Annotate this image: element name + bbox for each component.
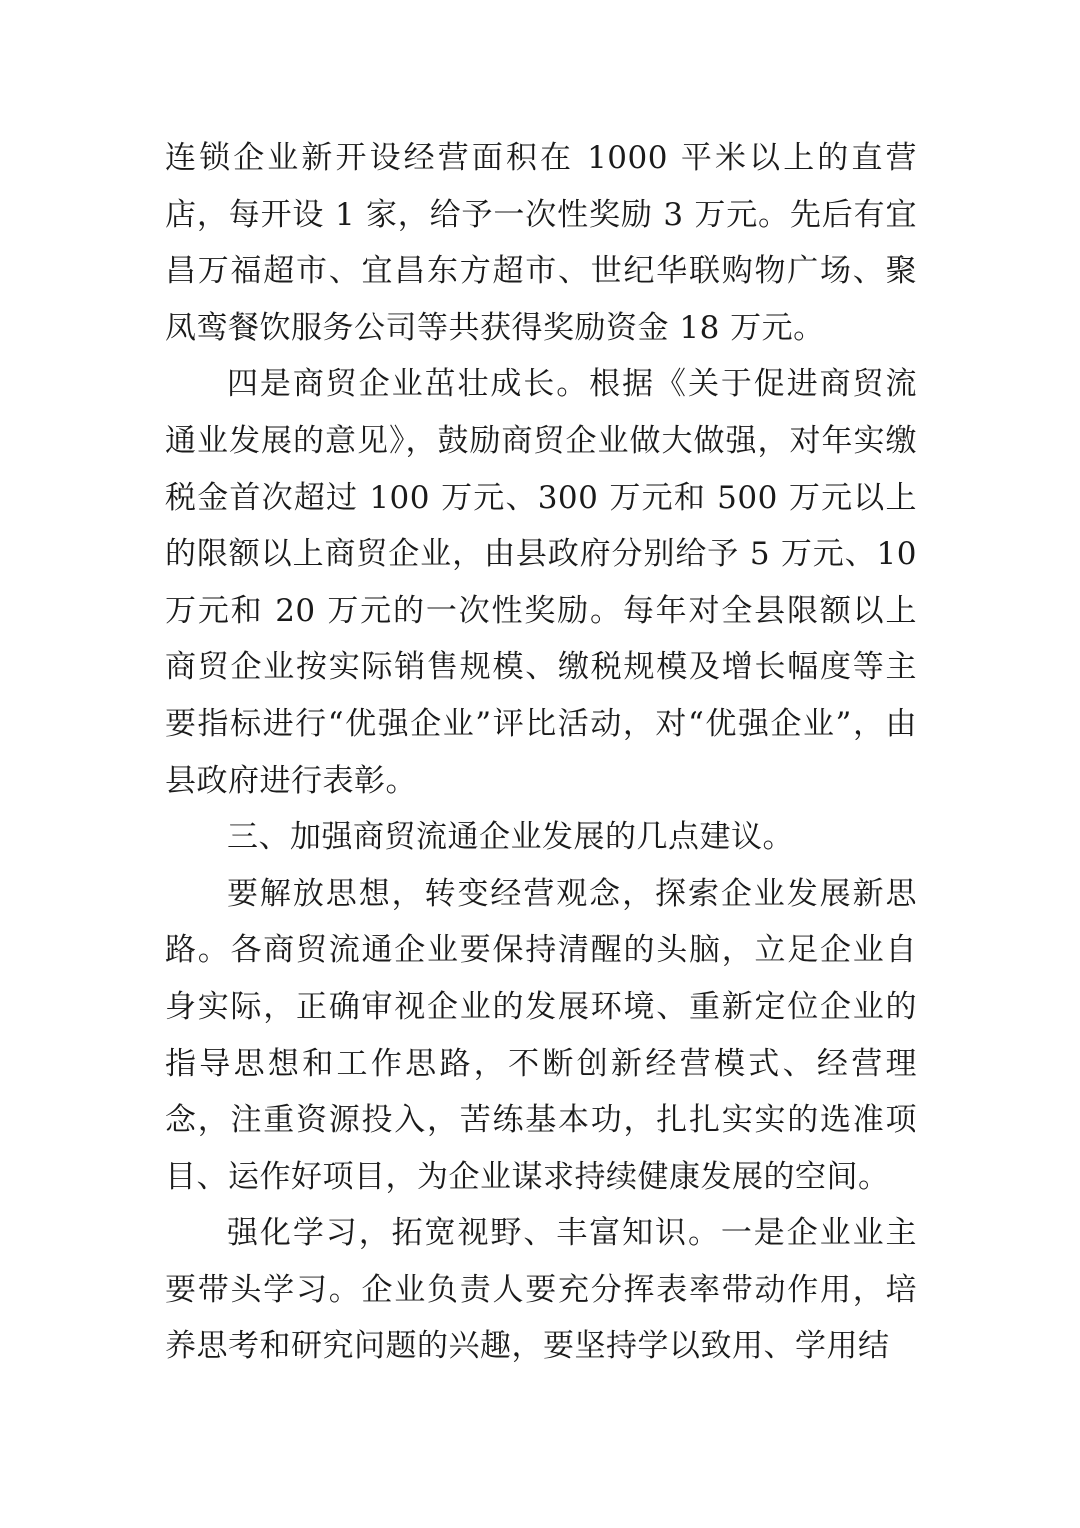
paragraph-2: 四是商贸企业茁壮成长。根据《关于促进商贸流通业发展的意见》，鼓励商贸企业做大做强，对年实缴税金首次超过 100 万元、300 万元和 500 万元以上的限额以上商贸企业，由县政府分别给予 5 万元、10 万元和 20 万元的一次性奖励。每年对全县限额以上商贸企业按实际销售规模、缴税规模及增长幅度等主要指标进行“优强企业”评比活动，对“优强企业”，由县政府进行表彰。 — [165, 366, 917, 799]
section-heading-3: 三、加强商贸流通企业发展的几点建议。 — [227, 819, 794, 856]
paragraph-5: 强化学习，拓宽视野、丰富知识。一是企业业主要带头学习。企业负责人要充分挥表率带动作用，培养思考和研究问题的兴趣，要坚持学以致用、学用结 — [165, 1215, 917, 1365]
document-body — [165, 130, 917, 1375]
paragraph-4: 要解放思想，转变经营观念，探索企业发展新思路。各商贸流通企业要保持清醒的头脑，立足企业自身实际，正确审视企业的发展环境、重新定位企业的指导思想和工作思路，不断创新经营模式、经营理念，注重资源投入，苦练基本功，扎扎实实的选准项目、运作好项目，为企业谋求持续健康发展的空间。 — [165, 875, 917, 1195]
paragraph-1: 连锁企业新开设经营面积在 1000 平米以上的直营店，每开设 1 家，给予一次性奖励 3 万元。先后有宜昌万福超市、宜昌东方超市、世纪华联购物广场、聚凤鸾餐饮服务公司等共获得奖励资金 18 万元。 — [165, 140, 917, 346]
